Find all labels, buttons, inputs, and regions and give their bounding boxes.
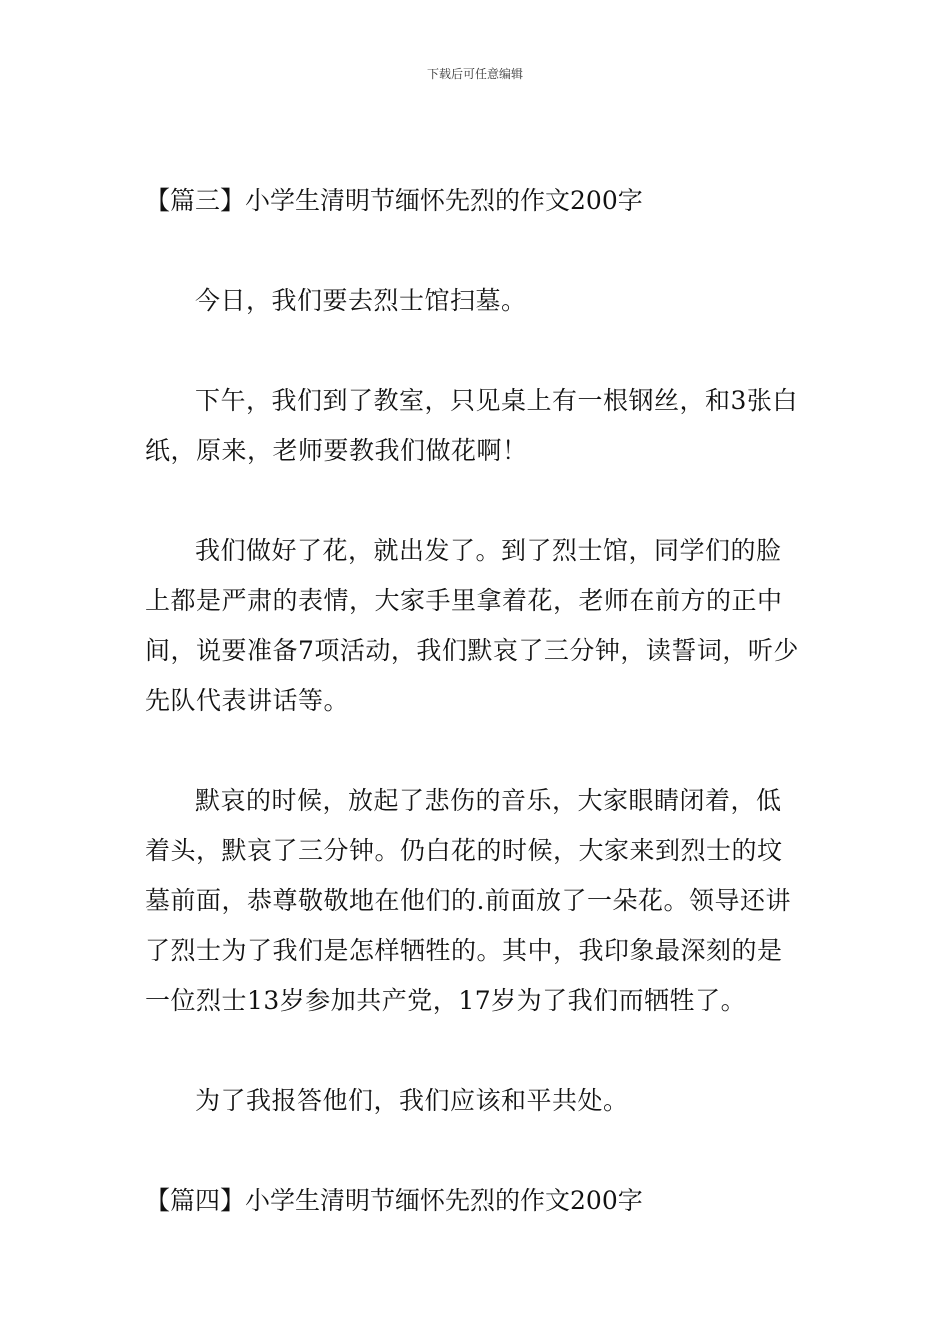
paragraph-line: 默哀的时候，放起了悲伤的音乐，大家眼睛闭着，低: [195, 786, 782, 815]
paragraph-1: [145, 276, 810, 326]
paragraph-gap: [145, 326, 810, 376]
paragraph-5: [145, 1076, 810, 1126]
paragraph-line: 先队代表讲话等。: [145, 686, 350, 715]
paragraph-line: 一位烈士13岁参加共产党，17岁为了我们而牺牲了。: [145, 986, 747, 1015]
paragraph-gap: [145, 476, 810, 526]
paragraph-line: 今日，我们要去烈士馆扫墓。: [195, 286, 527, 315]
paragraph-line: 墓前面，恭尊敬敬地在他们的.前面放了一朵花。领导还讲: [145, 886, 791, 915]
paragraph-line: 上都是严肃的表情，大家手里拿着花，老师在前方的正中: [145, 586, 783, 615]
page-header: 下载后可任意编辑: [426, 67, 523, 81]
paragraph-line: 着头，默哀了三分钟。仍白花的时候，大家来到烈士的坟: [145, 836, 783, 865]
paragraph-gap: [145, 1126, 810, 1176]
section-title-4: 【篇四】小学生清明节缅怀先烈的作文200字: [145, 1186, 643, 1215]
document-body: [145, 176, 810, 1226]
paragraph-line: 了烈士为了我们是怎样牺牲的。其中，我印象最深刻的是: [145, 936, 783, 965]
paragraph-line: 下午，我们到了教室，只见桌上有一根钢丝，和3张白: [195, 386, 798, 415]
paragraph-gap: [145, 226, 810, 276]
paragraph-4: [145, 776, 810, 1026]
section-title-3: 【篇三】小学生清明节缅怀先烈的作文200字: [145, 186, 643, 215]
paragraph-line: 间，说要准备7项活动，我们默哀了三分钟，读誓词，听少: [145, 636, 799, 665]
paragraph-line: 我们做好了花，就出发了。到了烈士馆，同学们的脸: [195, 536, 782, 565]
paragraph-line: 为了我报答他们，我们应该和平共处。: [195, 1086, 629, 1115]
paragraph-2: [145, 376, 810, 476]
paragraph-line: 纸，原来，老师要教我们做花啊！: [145, 436, 528, 465]
paragraph-gap: [145, 1026, 810, 1076]
paragraph-gap: [145, 726, 810, 776]
paragraph-3: [145, 526, 810, 726]
